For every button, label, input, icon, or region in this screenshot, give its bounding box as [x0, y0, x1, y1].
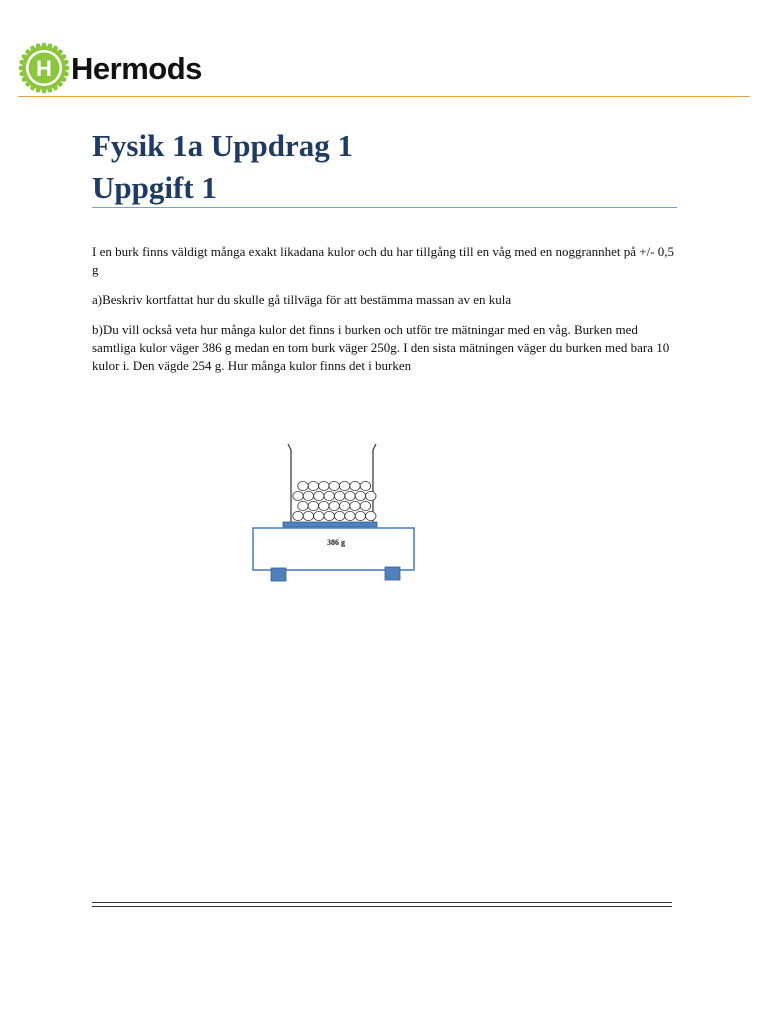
- gear-badge-icon: [18, 42, 70, 94]
- scale-foot-left: [271, 568, 286, 581]
- gear-tooth: [53, 86, 58, 91]
- marble: [339, 501, 349, 510]
- scale-plate: [283, 522, 377, 527]
- footer-divider: [92, 902, 672, 907]
- jar-left-wall: [288, 444, 291, 523]
- marble: [345, 491, 355, 500]
- marble: [366, 491, 376, 500]
- gear-tooth: [48, 43, 53, 48]
- header-divider: [18, 96, 750, 97]
- gear-tooth: [42, 89, 47, 94]
- marble: [360, 501, 370, 510]
- gear-tooth: [58, 49, 63, 54]
- marble: [355, 511, 365, 520]
- gear-tooth: [42, 43, 47, 48]
- gear-tooth: [64, 60, 69, 65]
- gear-tooth: [62, 77, 67, 82]
- gear-tooth: [64, 72, 69, 77]
- marble: [339, 481, 349, 490]
- marble: [360, 481, 370, 490]
- gear-tooth: [53, 46, 58, 51]
- gear-tooth: [22, 54, 27, 59]
- marble: [303, 511, 313, 520]
- marble: [308, 501, 318, 510]
- gear-tooth: [30, 86, 35, 91]
- paragraph-a: a)Beskriv kortfattat hur du skulle gå tillväga för att bestämma massan av en kula: [92, 292, 512, 307]
- marble: [366, 511, 376, 520]
- marble: [324, 511, 334, 520]
- title-divider: [92, 207, 677, 208]
- gear-tooth: [48, 88, 53, 93]
- gear-tooth: [19, 72, 24, 77]
- marble: [298, 501, 308, 510]
- task-text: [92, 243, 682, 387]
- scale-readout: 386 g: [327, 538, 345, 547]
- marble: [298, 481, 308, 490]
- marble: [355, 491, 365, 500]
- marble: [308, 481, 318, 490]
- marble: [314, 511, 324, 520]
- scale-figure: [248, 440, 420, 585]
- gear-tooth: [30, 46, 35, 51]
- gear-tooth: [58, 82, 63, 87]
- gear-tooth: [36, 88, 41, 93]
- marble: [319, 501, 329, 510]
- scale-foot-right: [385, 567, 400, 580]
- logo-letter: H: [36, 56, 52, 81]
- paragraph-b: b)Du vill också veta hur många kulor det finns i burken och utför tre mätningar med en våg. Burken med samtliga kulor väger 386 g medan en tom burk väger 250g. I den sista mätningen väger du burken med bara 10 kulor i. Den vägde 254 g. Hur många kulor finns det i burken: [92, 322, 670, 373]
- marble: [350, 481, 360, 490]
- marble: [345, 511, 355, 520]
- gear-tooth: [19, 60, 24, 65]
- marble: [314, 491, 324, 500]
- marble: [329, 481, 339, 490]
- marble: [350, 501, 360, 510]
- paragraph-intro: I en burk finns väldigt många exakt likadana kulor och du har tillgång till en våg med en noggrannhet på +/- 0,5 g: [92, 244, 675, 277]
- jar-right-wall: [373, 444, 376, 523]
- document-header: [0, 0, 768, 98]
- scale-body: [253, 528, 414, 570]
- marble: [324, 491, 334, 500]
- gear-tooth: [19, 66, 24, 71]
- gear-tooth: [22, 77, 27, 82]
- document-subtitle: Uppgift 1: [92, 170, 217, 205]
- marble: [334, 491, 344, 500]
- marble: [293, 511, 303, 520]
- title-block: [92, 125, 678, 209]
- hermods-logo: [18, 40, 202, 96]
- scale-with-jar-illustration: [248, 440, 420, 585]
- gear-tooth: [62, 54, 67, 59]
- gear-tooth: [65, 66, 70, 71]
- gear-tooth: [36, 43, 41, 48]
- logo-wordmark: Hermods: [71, 50, 202, 86]
- marble: [293, 491, 303, 500]
- document-title: Fysik 1a Uppdrag 1: [92, 128, 353, 163]
- marbles-group: [293, 481, 376, 520]
- marble: [303, 491, 313, 500]
- gear-tooth: [25, 82, 30, 87]
- logo-badge-icon: [18, 42, 70, 94]
- gear-tooth: [25, 49, 30, 54]
- marble: [319, 481, 329, 490]
- marble: [329, 501, 339, 510]
- marble: [334, 511, 344, 520]
